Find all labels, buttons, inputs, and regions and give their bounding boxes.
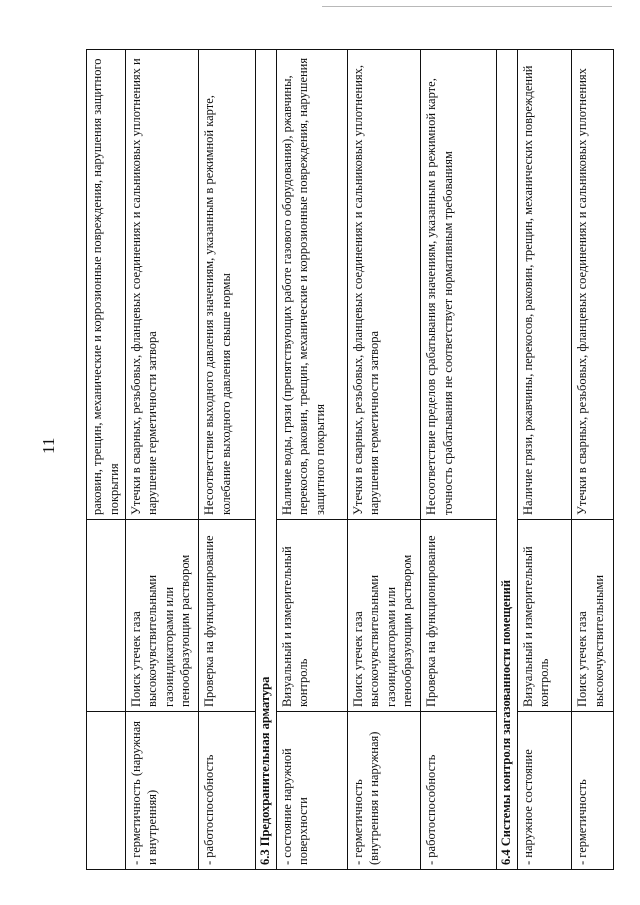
table-row: [572, 50, 614, 870]
cell-defects: раковин, трещин, механические и коррозионные повреждения, нарушения защитного покрытия: [87, 50, 126, 520]
cell-defects: Утечки в сварных, резьбовых, фланцевых соединениях и сальниковых уплотнениях, нарушения герметичности затвора: [347, 50, 420, 520]
cell-parameter: - наружное состояние: [517, 712, 571, 870]
cell-parameter: - герметичность: [572, 712, 614, 870]
cell-parameter: - работоспособность: [421, 712, 496, 870]
rotated-table-container: [86, 50, 614, 870]
cell-method: Визуальный и измерительный контроль: [276, 520, 347, 712]
cell-defects: Несоответствие выходного давления значениям, указанным в режимной карте, колебание выходного давления свыше нормы: [199, 50, 256, 520]
section-title: 6.4 Системы контроля загазованности помещений: [496, 50, 517, 870]
cell-method: [87, 520, 126, 712]
cell-defects: Утечки в сварных, резьбовых, фланцевых соединениях и сальниковых уплотнениях: [572, 50, 614, 520]
cell-method: Проверка на функционирование: [421, 520, 496, 712]
cell-defects: Наличие грязи, ржавчины, перекосов, раковин, трещин, механических повреждений: [517, 50, 571, 520]
cell-parameter: - герметичность (наружная и внутренняя): [125, 712, 198, 870]
cell-defects: Утечки в сварных, резьбовых, фланцевых соединениях и сальниковых уплотнениях и нарушение герметичности затвора: [125, 50, 198, 520]
page-number: 11: [39, 437, 58, 454]
scan-edge-line: [322, 6, 612, 7]
table-row: [517, 50, 571, 870]
table-row: [125, 50, 198, 870]
cell-method: Поиск утечек газа высокочувствительными: [572, 520, 614, 712]
table-row: [347, 50, 420, 870]
table-row: [87, 50, 126, 870]
cell-parameter: - состояние наружной поверхности: [276, 712, 347, 870]
section-header-row: [255, 50, 276, 870]
table-row: [199, 50, 256, 870]
table-row: [421, 50, 496, 870]
cell-parameter: [87, 712, 126, 870]
cell-method: Визуальный и измерительный контроль: [517, 520, 571, 712]
cell-method: Проверка на функционирование: [199, 520, 256, 712]
cell-defects: Несоответствие пределов срабатывания значениям, указанным в режимной карте, точность срабатывания не соответствует нормативным требованиям: [421, 50, 496, 520]
inspection-table: [86, 49, 614, 870]
cell-method: Поиск утечек газа высокочувствительными газоиндикаторами или пенообразующим раствором: [125, 520, 198, 712]
cell-method: Поиск утечек газа высокочувствительными газоиндикаторами или пенообразующим раствором: [347, 520, 420, 712]
cell-parameter: - работоспособность: [199, 712, 256, 870]
table-row: [276, 50, 347, 870]
cell-parameter: - герметичность (внутренняя и наружная): [347, 712, 420, 870]
section-header-row: [496, 50, 517, 870]
cell-defects: Наличие воды, грязи (препятствующих работе газового оборудования), ржавчины, перекосов, раковин, трещин, механические и коррозионные повреждения, нарушения защитного покрытия: [276, 50, 347, 520]
section-title: 6.3 Предохранительная арматура: [255, 50, 276, 870]
